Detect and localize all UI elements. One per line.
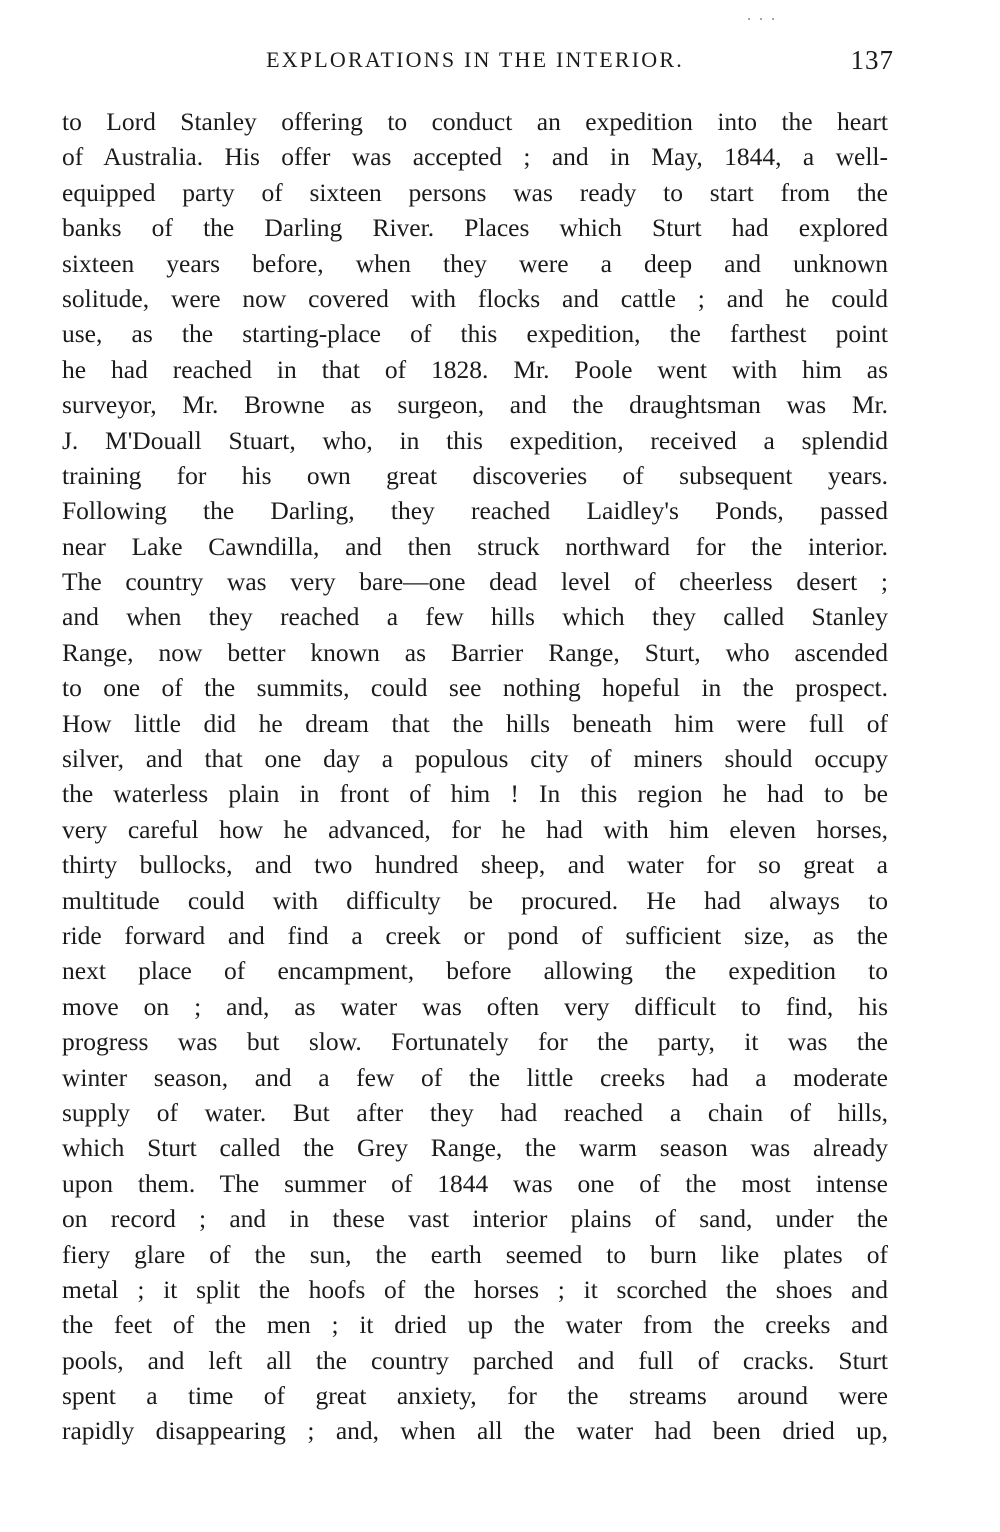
text-line: metal ; it split the hoofs of the horses ; it scorched the shoes and bbox=[62, 1274, 888, 1304]
running-head bbox=[60, 40, 894, 80]
text-line: Following the Darling, they reached Laidley's Ponds, passed bbox=[62, 496, 888, 526]
text-line: move on ; and, as water was often very difficult to find, his bbox=[62, 991, 888, 1021]
text-line: rapidly disappearing ; and, when all the water had been dried up, bbox=[62, 1416, 888, 1446]
text-line: use, as the starting-place of this expedition, the farthest point bbox=[62, 319, 888, 349]
running-title: EXPLORATIONS IN THE INTERIOR. bbox=[266, 47, 684, 72]
text-line: next place of encampment, before allowing the expedition to bbox=[62, 956, 888, 986]
text-line: of Australia. His offer was accepted ; and in May, 1844, a well- bbox=[62, 142, 888, 172]
text-line: which Sturt called the Grey Range, the warm season was already bbox=[62, 1133, 888, 1163]
print-specks bbox=[748, 16, 778, 22]
body-text bbox=[62, 104, 888, 1449]
text-line: sixteen years before, when they were a deep and unknown bbox=[62, 248, 888, 278]
text-line: pools, and left all the country parched and full of cracks. Sturt bbox=[62, 1345, 888, 1375]
text-line: silver, and that one day a populous city of miners should occupy bbox=[62, 744, 888, 774]
text-line: winter season, and a few of the little creeks had a moderate bbox=[62, 1062, 888, 1092]
text-line: to one of the summits, could see nothing hopeful in the prospect. bbox=[62, 673, 888, 703]
text-line: J. M'Douall Stuart, who, in this expedition, received a splendid bbox=[62, 425, 888, 455]
text-line: thirty bullocks, and two hundred sheep, and water for so great a bbox=[62, 850, 888, 880]
text-line: progress was but slow. Fortunately for the party, it was the bbox=[62, 1027, 888, 1057]
text-line: ride forward and find a creek or pond of sufficient size, as the bbox=[62, 920, 888, 950]
text-line: to Lord Stanley offering to conduct an expedition into the heart bbox=[62, 107, 888, 136]
text-line: Range, now better known as Barrier Range, Sturt, who ascended bbox=[62, 637, 888, 667]
text-line: equipped party of sixteen persons was ready to start from the bbox=[62, 177, 888, 207]
text-line: surveyor, Mr. Browne as surgeon, and the draughtsman was Mr. bbox=[62, 390, 888, 420]
text-line: solitude, were now covered with flocks and cattle ; and he could bbox=[62, 283, 888, 313]
text-line: the feet of the men ; it dried up the water from the creeks and bbox=[62, 1310, 888, 1340]
text-line: upon them. The summer of 1844 was one of the most intense bbox=[62, 1168, 888, 1198]
text-line: near Lake Cawndilla, and then struck northward for the interior. bbox=[62, 531, 888, 561]
text-line: the waterless plain in front of him ! In this region he had to be bbox=[62, 779, 888, 809]
text-line: banks of the Darling River. Places which Sturt had explored bbox=[62, 213, 888, 243]
text-line: very careful how he advanced, for he had with him eleven horses, bbox=[62, 814, 888, 844]
text-line: spent a time of great anxiety, for the streams around were bbox=[62, 1381, 888, 1411]
text-line: The country was very bare—one dead level of cheerless desert ; bbox=[62, 567, 888, 597]
text-line: multitude could with difficulty be procured. He had always to bbox=[62, 885, 888, 915]
text-line: he had reached in that of 1828. Mr. Poole went with him as bbox=[62, 354, 888, 384]
text-line: fiery glare of the sun, the earth seemed to burn like plates of bbox=[62, 1239, 888, 1269]
text-line: and when they reached a few hills which they called Stanley bbox=[62, 602, 888, 632]
text-line: How little did he dream that the hills beneath him were full of bbox=[62, 708, 888, 738]
text-line: supply of water. But after they had reached a chain of hills, bbox=[62, 1097, 888, 1127]
text-line: on record ; and in these vast interior plains of sand, under the bbox=[62, 1204, 888, 1234]
page-number: 137 bbox=[850, 45, 894, 75]
text-line: training for his own great discoveries of subsequent years. bbox=[62, 460, 888, 490]
